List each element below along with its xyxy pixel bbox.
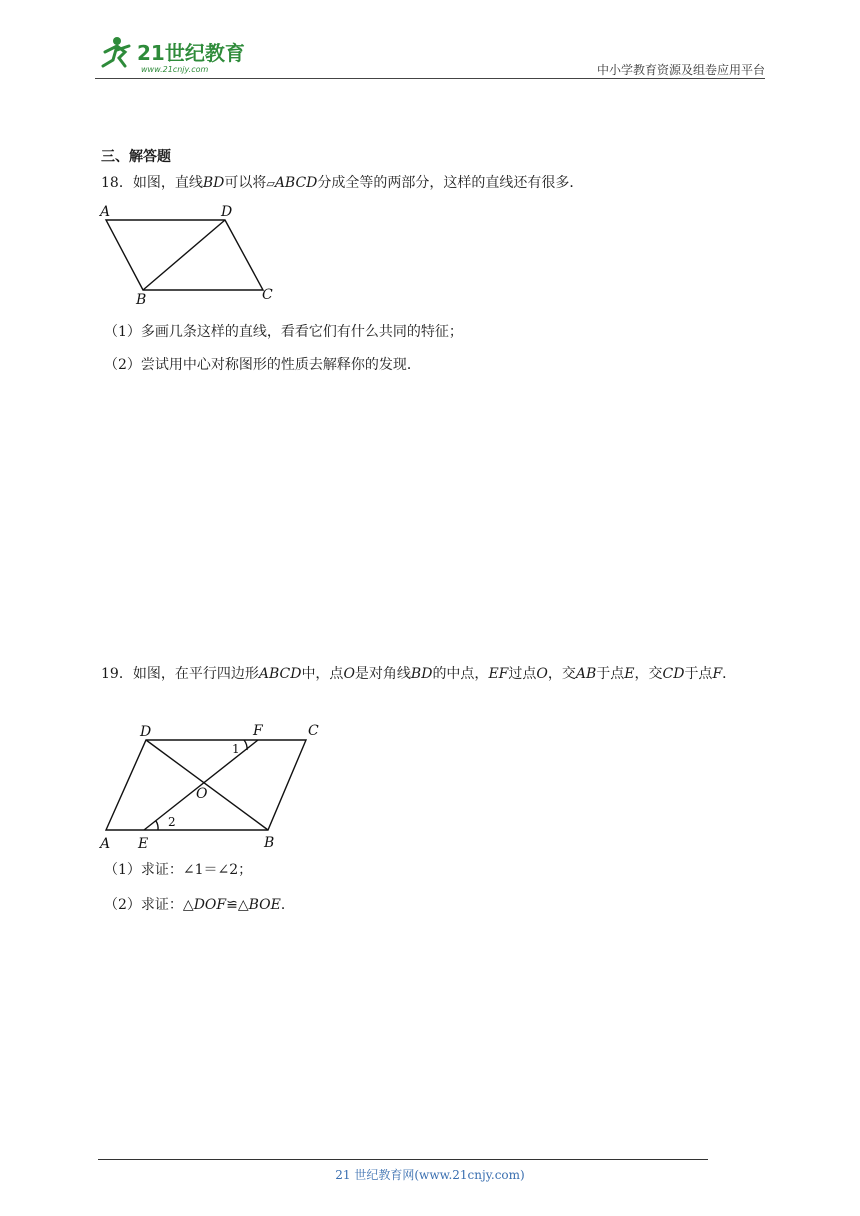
- question-19-part-2: （2）求证：△DOF≌△BOE．: [104, 897, 295, 913]
- footer-text: 21 世纪教育网(www.21cnjy.com): [335, 1168, 525, 1182]
- label-b: B: [264, 835, 275, 851]
- label-angle-1: 1: [232, 742, 240, 756]
- angle-1-arc: [244, 740, 247, 750]
- runner-icon: [103, 37, 129, 66]
- parallelogram-symbol: ▱: [266, 177, 275, 190]
- label-d: D: [221, 204, 233, 220]
- label-o: O: [196, 786, 208, 802]
- header-divider: [95, 78, 765, 79]
- question-18-part-2: （2）尝试用中心对称图形的性质去解释你的发现．: [104, 357, 421, 373]
- footer-divider: [98, 1159, 708, 1160]
- label-a: A: [100, 836, 111, 852]
- section-title: 三、解答题: [101, 149, 171, 165]
- site-logo: [95, 32, 265, 76]
- label-c: C: [262, 287, 273, 303]
- figure-19-parallelogram: [98, 718, 338, 853]
- label-d: D: [140, 724, 152, 740]
- figure-18-parallelogram: [98, 200, 288, 310]
- diagonal-bd: [143, 220, 225, 290]
- angle-2-arc: [156, 821, 158, 830]
- question-19-stem: 19．如图，在平行四边形ABCD中，点O是对角线BD的中点，EF过点O，交AB于点E，交CD于点F．: [101, 666, 737, 682]
- question-18-part-1: （1）多画几条这样的直线，看看它们有什么共同的特征；: [104, 324, 463, 340]
- logo-url: www.21cnjy.com: [141, 65, 209, 74]
- label-c: C: [308, 723, 319, 739]
- header-platform-text: 中小学教育资源及组卷应用平台: [596, 63, 765, 77]
- label-e: E: [138, 836, 149, 852]
- label-b: B: [136, 292, 147, 308]
- logo-text: 21世纪教育: [137, 41, 245, 65]
- segment-ef: [144, 740, 258, 830]
- diagonal-bd: [146, 740, 268, 830]
- page-header: [95, 28, 765, 78]
- label-a: A: [100, 204, 111, 220]
- question-19-part-1: （1）求证：∠1＝∠2；: [104, 862, 253, 878]
- label-angle-2: 2: [168, 815, 176, 829]
- label-f: F: [253, 723, 263, 739]
- question-18-stem: 18．如图，直线BD可以将▱ABCD分成全等的两部分，这样的直线还有很多．: [101, 175, 584, 191]
